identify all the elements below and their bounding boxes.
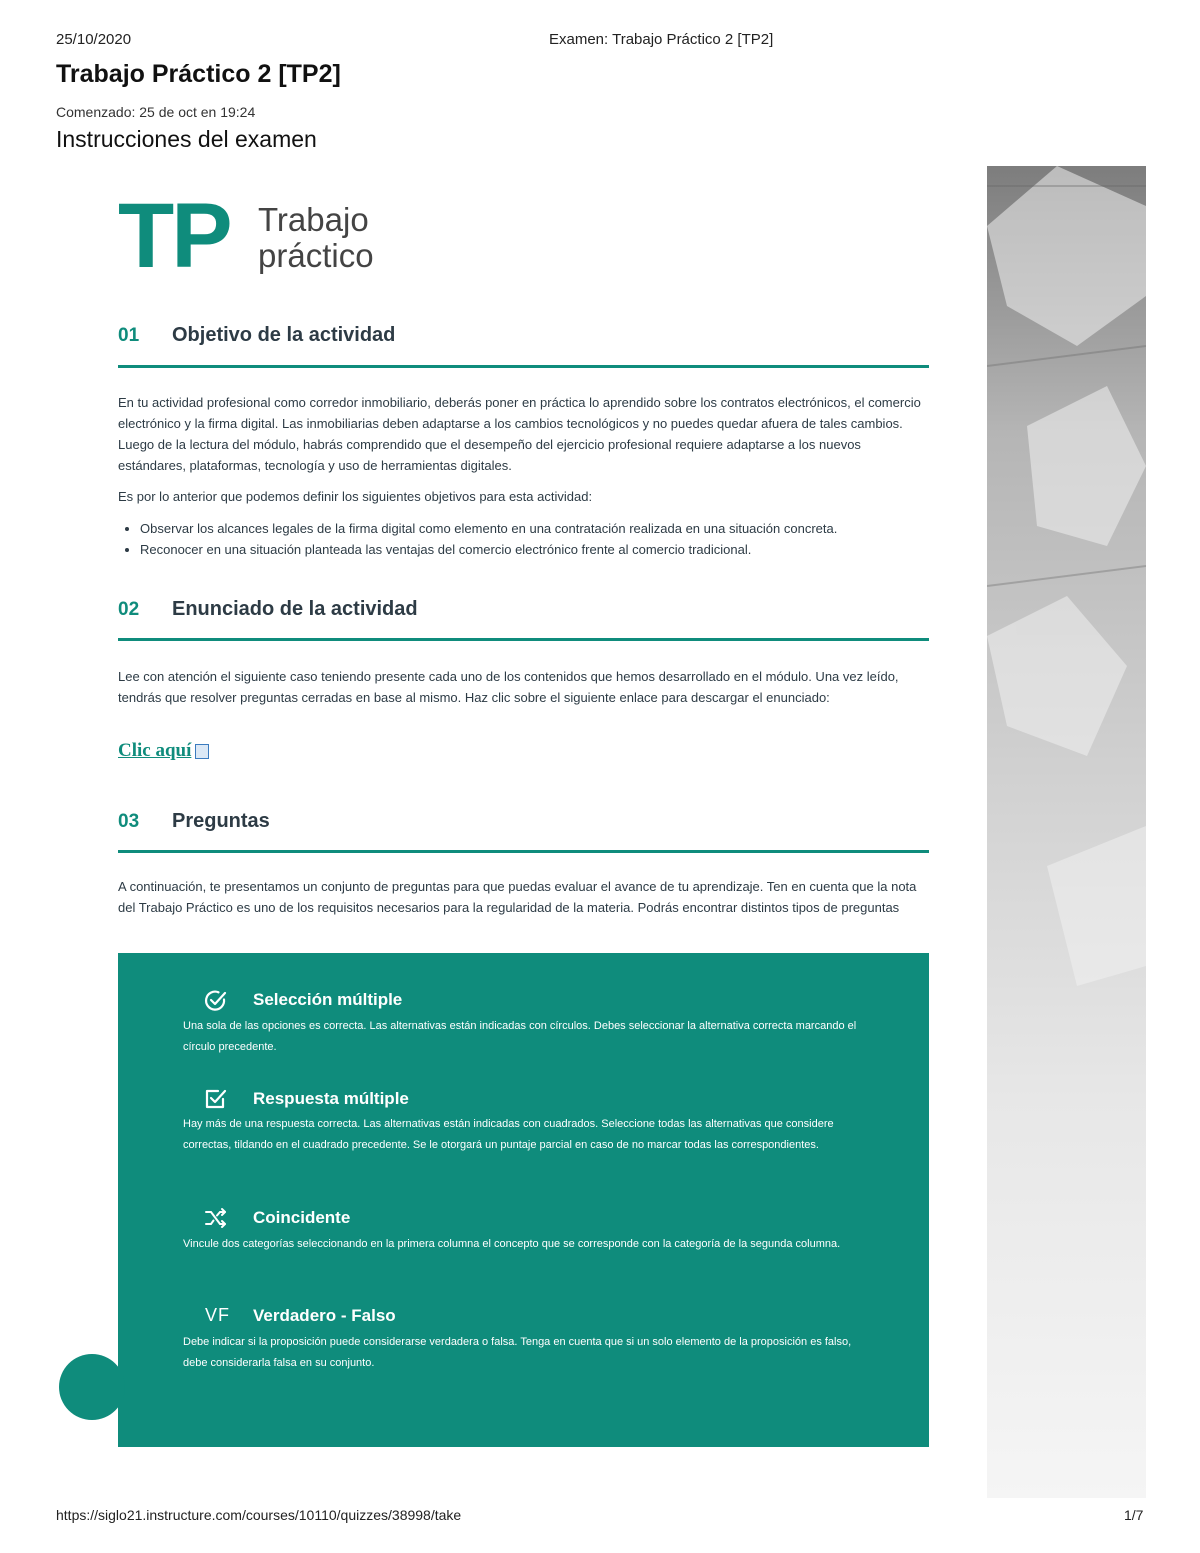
question-type-title: Verdadero - Falso <box>253 1306 396 1325</box>
page-title: Trabajo Práctico 2 [TP2] <box>56 60 341 88</box>
external-file-icon <box>195 744 209 759</box>
section-divider <box>118 850 929 853</box>
question-type-title: Selección múltiple <box>253 990 403 1009</box>
logo-line-2: práctico <box>258 237 374 274</box>
shuffle-icon <box>203 1205 229 1231</box>
square-check-icon <box>203 1086 229 1112</box>
list-item: • Observar los alcances legales de la firma digital como elemento en una contratación realizada en una situación concreta. <box>140 518 952 539</box>
tp-logo: TP <box>118 185 230 287</box>
section-02-number: 02 <box>118 599 140 620</box>
question-type-description: Una sola de las opciones es correcta. Las alternativas están indicadas con círculos. Debes seleccionar la alternativa correcta marcando el círculo precedente. <box>183 1020 857 1053</box>
list-item: • Reconocer en una situación planteada las ventajas del comercio electrónico frente al comercio tradicional. <box>140 539 952 560</box>
vf-icon: VF <box>205 1305 231 1325</box>
circle-check-icon <box>203 988 229 1014</box>
download-statement-link[interactable] <box>118 740 209 762</box>
section-03-paragraph: A continuación, te presentamos un conjunto de preguntas para que puedas evaluar el avance de tu aprendizaje. Ten en cuenta que la nota del Trabajo Práctico es uno de los requisitos necesarios para la regularidad de la materia. Podrás encontrar distintos tipos de preguntas <box>118 879 917 915</box>
section-divider <box>118 638 929 641</box>
section-01-number: 01 <box>118 325 140 346</box>
section-03-number: 03 <box>118 811 140 832</box>
question-type-title: Respuesta múltiple <box>253 1089 409 1108</box>
instructions-title: Instrucciones del examen <box>56 126 317 152</box>
section-02-title: Enunciado de la actividad <box>172 598 418 620</box>
tp-logo-text <box>258 202 374 274</box>
started-timestamp: Comenzado: 25 de oct en 19:24 <box>56 104 256 120</box>
section-divider <box>118 365 929 368</box>
logo-line-1: Trabajo <box>258 201 369 238</box>
download-link-label: Clic aquí <box>118 740 192 761</box>
decorative-architecture-image <box>987 166 1146 1498</box>
question-type-description: Hay más de una respuesta correcta. Las alternativas están indicadas con cuadrados. Seleccione todas las alternativas que considere correctas, tildando en el cuadrado precedente. Se le otorgará un puntaje parcial en caso de no marcar todas las correspondientes. <box>183 1118 834 1151</box>
print-doc-title: Examen: Trabajo Práctico 2 [TP2] <box>549 31 774 48</box>
question-type-title: Coincidente <box>253 1208 351 1227</box>
objectives-list <box>118 518 952 560</box>
section-03-title: Preguntas <box>172 810 270 832</box>
page-url: https://siglo21.instructure.com/courses/10110/quizzes/38998/take <box>56 1507 462 1523</box>
page-number: 1/7 <box>1124 1507 1144 1523</box>
section-01-paragraph-2: Es por lo anterior que podemos definir los siguientes objetivos para esta actividad: <box>118 489 593 504</box>
section-01-paragraph-1: En tu actividad profesional como corredor inmobiliario, deberás poner en práctica lo aprendido sobre los contratos electrónicos, el comercio electrónico y la firma digital. Las inmobiliarias deben adaptarse a los cambios tecnológicos y no puedes quedar afuera de tales cambios. Luego de la lectura del módulo, habrás comprendido que el desempeño del ejercicio profesional requiere adaptarse a los nuevos estándares, plataformas, tecnología y uso de herramientas digitales. <box>118 395 921 473</box>
decorative-circle <box>59 1354 125 1420</box>
section-01-title: Objetivo de la actividad <box>172 324 396 346</box>
question-type-description: Debe indicar si la proposición puede considerarse verdadera o falsa. Tenga en cuenta que si un solo elemento de la proposición es falso, debe considerarla falsa en su conjunto. <box>183 1336 852 1369</box>
section-02-paragraph: Lee con atención el siguiente caso teniendo presente cada uno de los contenidos que hemos desarrollado en el módulo. Una vez leído, tendrás que resolver preguntas cerradas en base al mismo. Haz clic sobre el siguiente enlace para descargar el enunciado: <box>118 669 899 705</box>
question-type-description: Vincule dos categorías seleccionando en la primera columna el concepto que se corresponde con la categoría de la segunda columna. <box>183 1238 841 1250</box>
print-date: 25/10/2020 <box>56 31 132 48</box>
